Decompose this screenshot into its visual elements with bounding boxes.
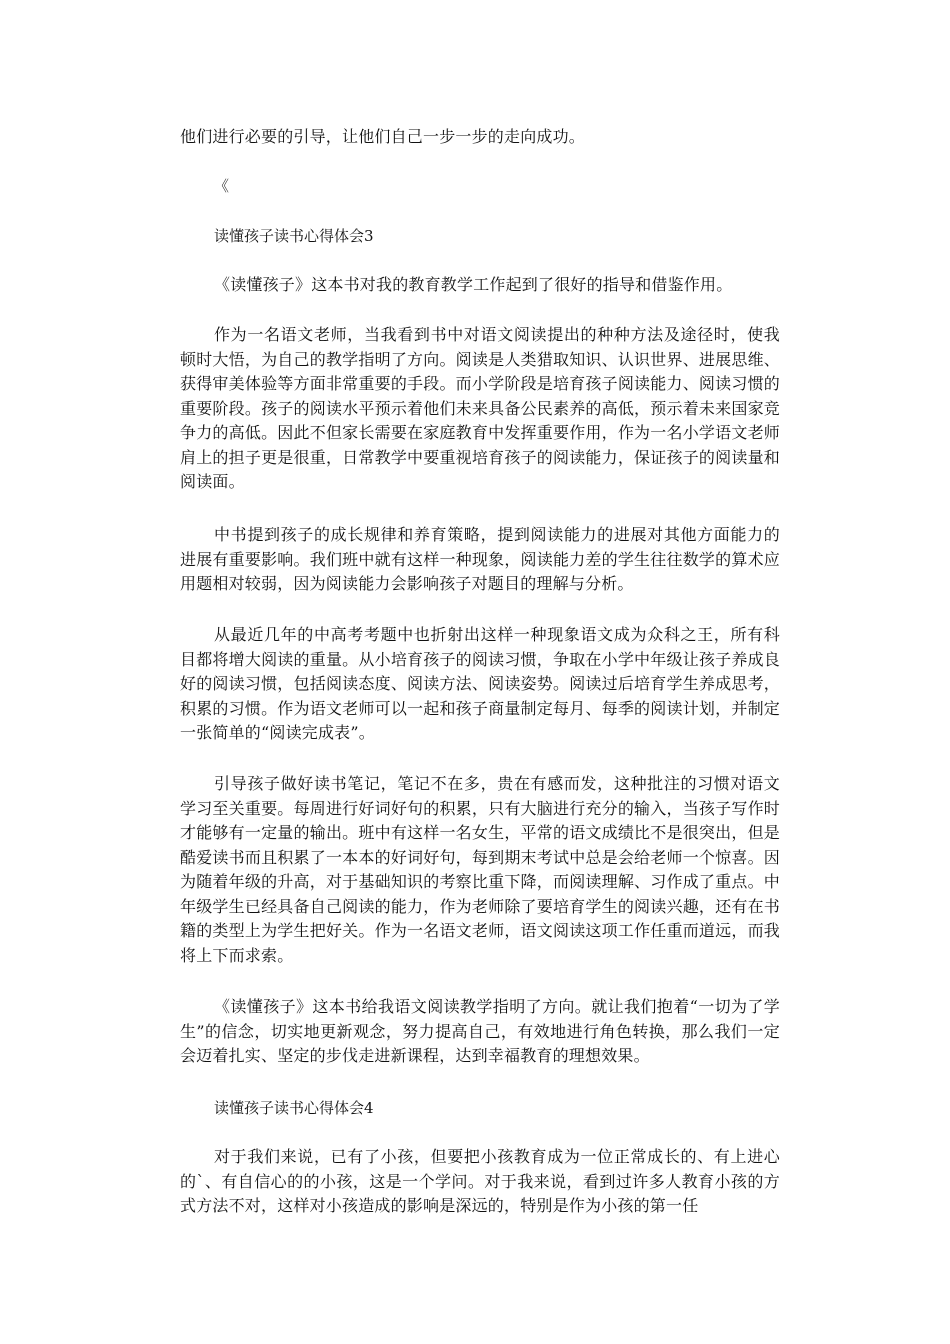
paragraph-continuation: 他们进行必要的引导，让他们自己一步一步的走向成功。 xyxy=(180,127,586,146)
paragraph-exam-trend: 从最近几年的中高考考题中也折射出这样一种现象语文成为众科之王，所有科目都将增大阅读的重量。从小培育孩子的阅读习惯，争取在小学中年级让孩子养成良好的阅读习惯，包括阅读态度、阅读方法、阅读姿势。阅读过后培育学生养成思考，积累的习惯。作为语文老师可以一起和孩子商量制定每月、每季的阅读计划，并制定一张简单的“阅读完成表”。 xyxy=(180,625,780,742)
paragraph-growth-rules: 中书提到孩子的成长规律和养育策略，提到阅读能力的进展对其他方面能力的进展有重要影响。我们班中就有这样一种现象，阅读能力差的学生往往数学的算术应用题相对较弱，因为阅读能力会影响孩子对题目的理解与分析。 xyxy=(180,525,780,593)
paragraph-conclusion-3: 《读懂孩子》这本书给我语文阅读教学指明了方向。就让我们抱着“一切为了学生”的信念，切实地更新观念，努力提高自己，有效地进行角色转换，那么我们一定会迈着扎实、坚定的步伐走进新课程，达到幸福教育的理想效果。 xyxy=(180,997,780,1065)
paragraph-reading-notes: 引导孩子做好读书笔记，笔记不在多，贵在有感而发，这种批注的习惯对语文学习至关重要。每周进行好词好句的积累，只有大脑进行充分的输入，当孩子写作时才能够有一定量的输出。班中有这样一名女生，平常的语文成绩比不是很突出，但是酷爱读书而且积累了一本本的好词好句，每到期末考试中总是会给老师一个惊喜。因为随着年级的升高，对于基础知识的考察比重下降，而阅读理解、习作成了重点。中年级学生已经具备自己阅读的能力，作为老师除了要培育学生的阅读兴趣，还有在书籍的类型上为学生把好关。作为一名语文老师，语文阅读这项工作任重而道远，而我将上下而求索。 xyxy=(180,774,780,965)
paragraph-intro-3: 《读懂孩子》这本书对我的教育教学工作起到了很好的指导和借鉴作用。 xyxy=(214,275,733,294)
paragraph-reading-methods: 作为一名语文老师，当我看到书中对语文阅读提出的种种方法及途径时，使我顿时大悟，为自己的教学指明了方向。阅读是人类猎取知识、认识世界、进展思维、获得审美体验等方面非常重要的手段。而小学阶段是培育孩子阅读能力、阅读习惯的重要阶段。孩子的阅读水平预示着他们未来具备公民素养的高低，预示着未来国家竞争力的高低。因此不但家长需要在家庭教育中发挥重要作用，作为一名小学语文老师肩上的担子更是很重，日常教学中要重视培育孩子的阅读能力，保证孩子的阅读量和阅读面。 xyxy=(180,325,780,491)
stray-bracket-mark: 《 xyxy=(214,177,230,195)
paragraph-intro-4: 对于我们来说，已有了小孩，但要把小孩教育成为一位正常成长的、有上进心的`、有自信心的的小孩，这是一个学问。对于我来说，看到过许多人教育小孩的方式方法不对，这样对小孩造成的影响是深远的，特别是作为小孩的第一任 xyxy=(180,1147,780,1215)
section-heading-3: 读懂孩子读书心得体会3 xyxy=(214,227,374,245)
section-heading-4: 读懂孩子读书心得体会4 xyxy=(214,1099,374,1117)
